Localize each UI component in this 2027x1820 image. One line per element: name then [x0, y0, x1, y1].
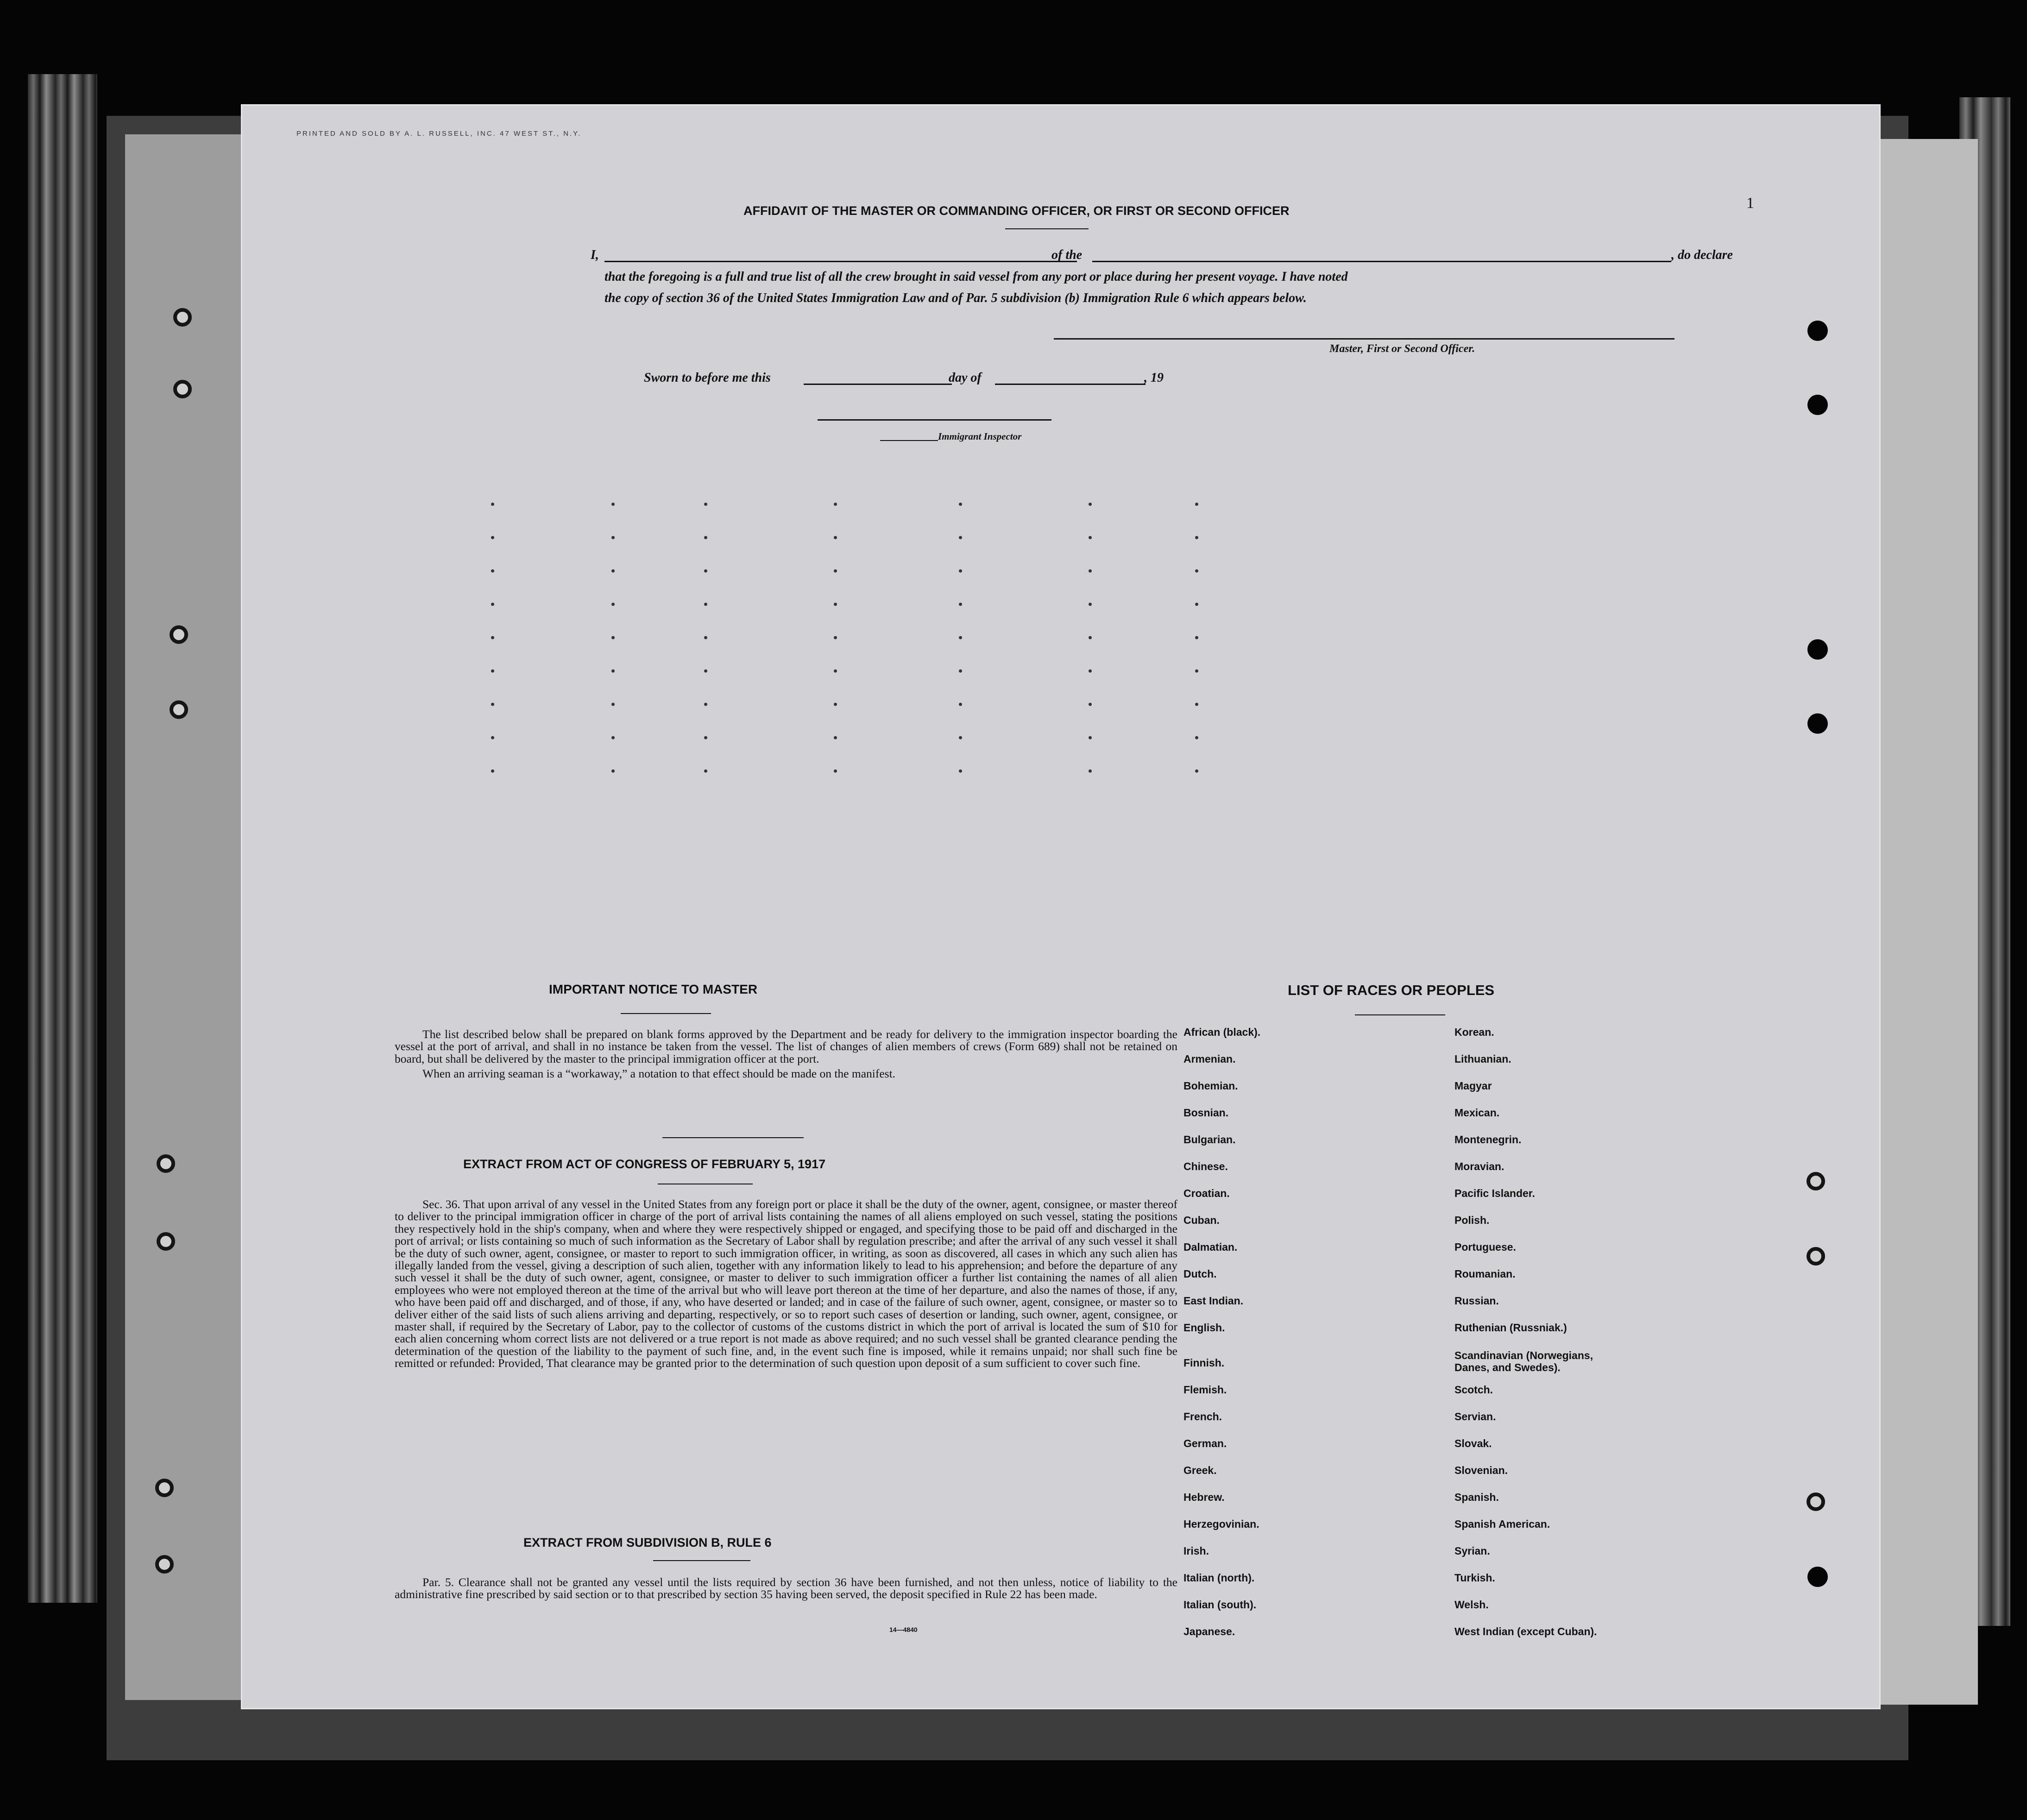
grid-dot — [959, 669, 962, 673]
grid-dot — [491, 703, 494, 706]
grid-dot — [611, 669, 615, 673]
grid-dot — [1195, 569, 1198, 573]
race-item: Armenian. — [1183, 1053, 1236, 1065]
par-5-paragraph: Par. 5. Clearance shall not be granted any vessel until the lists required by section 36 have been furnished, and not then unless, notice of liability to the administrative fine prescribed by said section or to that prescribed by section 35 having been served, the deposit specified in Rule 22 has been made. — [395, 1575, 1177, 1601]
binding-hole — [157, 1232, 175, 1251]
race-item: Bulgarian. — [1183, 1134, 1236, 1146]
race-item: Cuban. — [1183, 1214, 1220, 1226]
race-item: Croatian. — [1183, 1187, 1230, 1199]
race-item: Irish. — [1183, 1545, 1209, 1557]
race-item: Bohemian. — [1183, 1080, 1238, 1092]
affidavit-i: I, — [591, 248, 599, 262]
race-item: Slovak. — [1454, 1437, 1492, 1449]
grid-dot — [834, 569, 837, 573]
section-36-paragraph: Sec. 36. That upon arrival of any vessel in the United States from any foreign port or place it shall be the duty of the owner, agent, consignee, or master thereof to deliver to the principal immigration officer in charge of the port of arrival lists containing the names of all aliens employed on such vessel, stating the positions they respectively hold in the ship's company, when and where they were respectively shipped or engaged, and specifying those to be paid off and discharged in the port of arrival; or lists containing so much of such information as the Secretary of Labor shall by regulation prescribe; and after the arrival of any such vessel it shall be the duty of such owner, agent, consignee, or master to report to such immigration officer, in writing, as soon as discovered, all cases in which any such alien has illegally landed from the vessel, giving a description of such alien, together with any information likely to lead to his apprehension; and before the departure of any such vessel it shall be the duty of such owner, agent, consignee, or master to deliver to such immigration officer a further list containing the names of all alien employees who were not employed thereon at the time of the arrival but who will leave port thereon at the time of her departure, and also the names of those, if any, who have been paid off and discharged, and of those, if any, who have deserted or landed; and in case of the failure of such owner, agent, consignee, or master so to deliver either of the said lists of such aliens arriving and departing, respectively, or so to report such cases of desertion or landing, such owner, agent, consignee, or master shall, if required by the Secretary of Labor, pay to the collector of customs of the customs district in which the port of arrival is located the sum of $10 for each alien concerning whom correct lists are not delivered or a true report is not made as above required; and no such vessel shall be granted clearance pending the determination of the question of the liability to the payment of such fine, and, in the event such fine is imposed, while it remains unpaid; nor shall such fine be remitted or refunded: Provided, That clearance may be granted prior to the determination of such question upon deposit of a sum sufficient to cover such fine. — [395, 1197, 1177, 1370]
notice-end-rule — [662, 1137, 804, 1138]
grid-dot — [1089, 669, 1092, 673]
races-title: LIST OF RACES OR PEOPLES — [1288, 982, 1495, 998]
race-item: Scotch. — [1454, 1384, 1493, 1396]
grid-dot — [1195, 536, 1198, 539]
grid-dot — [1089, 703, 1092, 706]
notice-paragraph-2: When an arriving seaman is a “workaway,” a notation to that effect should be made on the manifest. — [422, 1067, 896, 1081]
binding-hole — [1807, 1247, 1825, 1266]
grid-dot — [1089, 603, 1092, 606]
grid-dot — [704, 636, 707, 639]
grid-dot — [1195, 769, 1198, 773]
grid-dot — [491, 736, 494, 739]
notice-paragraph-1: The list described below shall be prepared on blank forms approved by the Department and be ready for delivery to the immigration inspector boarding the vessel at the port of arrival, and shall in no instance be taken from the vessel. The list of changes of alien members of crews (Form 689) shall not be retained on board, but shall be delivered by the master to the principal immigration officer at the port. — [395, 1027, 1177, 1065]
grid-dot — [959, 703, 962, 706]
race-item: Korean. — [1454, 1026, 1494, 1038]
affidavit-title: AFFIDAVIT OF THE MASTER OR COMMANDING OFFICER, OR FIRST OR SECOND OFFICER — [743, 204, 1290, 218]
race-item: African (black). — [1183, 1026, 1261, 1038]
race-item: Polish. — [1454, 1214, 1490, 1226]
race-item: Dalmatian. — [1183, 1241, 1238, 1253]
inspector-blank — [818, 419, 1051, 421]
grid-dot — [959, 603, 962, 606]
printer-line: PRINTED AND SOLD BY A. L. RUSSELL, INC. 47 WEST ST., N.Y. — [296, 130, 582, 138]
race-item: Chinese. — [1183, 1160, 1228, 1172]
grid-dot — [1089, 503, 1092, 506]
grid-dot — [1195, 703, 1198, 706]
grid-dot — [491, 503, 494, 506]
binding-hole — [1807, 713, 1828, 734]
grid-dot — [704, 536, 707, 539]
grid-dot — [834, 503, 837, 506]
race-item: Welsh. — [1454, 1599, 1489, 1611]
binding-hole — [1807, 321, 1828, 341]
race-item: Greek. — [1183, 1464, 1217, 1476]
sworn-text: Sworn to before me this — [644, 371, 771, 385]
grid-dot — [959, 769, 962, 773]
extract-act-text — [395, 1198, 1177, 1370]
grid-dot — [704, 503, 707, 506]
race-item: Ruthenian (Russniak.) — [1454, 1322, 1567, 1334]
race-item: Roumanian. — [1454, 1268, 1516, 1280]
extract-rule-rule — [653, 1560, 750, 1561]
grid-dot — [611, 636, 615, 639]
name-blank — [604, 261, 1077, 262]
binding-hole — [1807, 1172, 1825, 1190]
notice-title: IMPORTANT NOTICE TO MASTER — [549, 982, 758, 996]
grid-dot — [491, 636, 494, 639]
grid-dot — [1195, 669, 1198, 673]
grid-dot — [834, 703, 837, 706]
binding-hole — [173, 380, 192, 398]
grid-dot — [1089, 736, 1092, 739]
vessel-blank — [1092, 261, 1671, 262]
grid-dot — [491, 769, 494, 773]
grid-dot — [834, 603, 837, 606]
form-number: 14—4840 — [889, 1626, 918, 1633]
race-item: East Indian. — [1183, 1295, 1244, 1307]
day-of-text: day of — [949, 371, 982, 385]
grid-dot — [1195, 603, 1198, 606]
races-rule — [1355, 1014, 1445, 1015]
race-item: English. — [1183, 1322, 1225, 1334]
grid-dot — [834, 669, 837, 673]
signature-blank — [1054, 338, 1674, 340]
document-page — [241, 104, 1881, 1709]
race-item: Magyar — [1454, 1080, 1492, 1092]
extract-act-title: EXTRACT FROM ACT OF CONGRESS OF FEBRUARY 5, 1917 — [463, 1157, 826, 1171]
grid-dot — [959, 569, 962, 573]
grid-dot — [704, 603, 707, 606]
race-item: Japanese. — [1183, 1625, 1235, 1637]
grid-dot — [1089, 536, 1092, 539]
binding-hole — [170, 700, 188, 719]
grid-dot — [611, 503, 615, 506]
race-item: Turkish. — [1454, 1572, 1495, 1584]
race-item: Bosnian. — [1183, 1107, 1229, 1119]
grid-dot — [834, 736, 837, 739]
race-item: Flemish. — [1183, 1384, 1227, 1396]
grid-dot — [1089, 569, 1092, 573]
race-item: Herzegovinian. — [1183, 1518, 1259, 1530]
grid-dot — [834, 769, 837, 773]
grid-dot — [959, 536, 962, 539]
grid-dot — [1195, 503, 1198, 506]
race-item: West Indian (except Cuban). — [1454, 1625, 1597, 1637]
race-item: Finnish. — [1183, 1357, 1225, 1369]
page-number: 1 — [1746, 195, 1754, 212]
grid-dot — [704, 703, 707, 706]
race-item: French. — [1183, 1411, 1222, 1423]
sworn-month-blank — [995, 384, 1146, 385]
grid-dot — [1195, 636, 1198, 639]
race-item: Portuguese. — [1454, 1241, 1516, 1253]
inspector-short-blank — [880, 440, 938, 441]
race-item: Montenegrin. — [1454, 1134, 1522, 1146]
race-item: Syrian. — [1454, 1545, 1490, 1557]
binding-hole — [1807, 639, 1828, 660]
race-item: Spanish. — [1454, 1491, 1499, 1503]
race-item: Spanish American. — [1454, 1518, 1550, 1530]
grid-dot — [704, 569, 707, 573]
race-item: Servian. — [1454, 1411, 1496, 1423]
extract-rule-text — [395, 1576, 1177, 1601]
race-item: German. — [1183, 1437, 1227, 1449]
left-strip — [28, 74, 97, 1603]
sworn-day-blank — [804, 384, 952, 385]
signature-caption: Master, First or Second Officer. — [1329, 343, 1475, 355]
binding-hole — [155, 1479, 174, 1497]
grid-dot — [834, 536, 837, 539]
grid-dot — [611, 703, 615, 706]
race-item: Hebrew. — [1183, 1491, 1225, 1503]
grid-dot — [834, 636, 837, 639]
race-item: Pacific Islander. — [1454, 1187, 1535, 1199]
race-item: Slovenian. — [1454, 1464, 1508, 1476]
grid-dot — [704, 669, 707, 673]
binding-hole — [1807, 1493, 1825, 1511]
binding-hole — [155, 1555, 174, 1574]
binding-hole — [170, 625, 188, 644]
grid-dot — [611, 603, 615, 606]
affidavit-line3: the copy of section 36 of the United States Immigration Law and of Par. 5 subdivision (b) Immigration Rule 6 which appears below. — [604, 291, 1307, 305]
grid-dot — [959, 636, 962, 639]
race-item: Scandinavian (Norwegians, Danes, and Swedes). — [1454, 1349, 1593, 1373]
title-rule — [1005, 228, 1089, 229]
grid-dot — [959, 736, 962, 739]
binding-hole — [173, 308, 192, 327]
notice-text — [395, 1028, 1177, 1080]
inspector-caption: Immigrant Inspector — [938, 431, 1022, 442]
race-item: Russian. — [1454, 1295, 1499, 1307]
grid-dot — [491, 569, 494, 573]
race-item: Lithuanian. — [1454, 1053, 1511, 1065]
underlying-sheet-left — [125, 134, 246, 1700]
grid-dot — [611, 536, 615, 539]
notice-rule — [621, 1013, 711, 1014]
grid-dot — [611, 569, 615, 573]
grid-dot — [704, 769, 707, 773]
grid-dot — [704, 736, 707, 739]
grid-dot — [959, 503, 962, 506]
year-text: , 19 — [1144, 371, 1164, 385]
grid-dot — [1089, 636, 1092, 639]
grid-dot — [491, 603, 494, 606]
grid-dot — [1089, 769, 1092, 773]
grid-dot — [491, 536, 494, 539]
grid-dot — [611, 736, 615, 739]
race-item: Italian (south). — [1183, 1599, 1257, 1611]
race-item: Italian (north). — [1183, 1572, 1255, 1584]
affidavit-declare: , do declare — [1671, 248, 1733, 262]
grid-dot — [611, 769, 615, 773]
binding-hole — [1807, 395, 1828, 415]
race-item: Moravian. — [1454, 1160, 1505, 1172]
affidavit-line2: that the foregoing is a full and true list of all the crew brought in said vessel from any port or place during her present voyage. I have noted — [604, 270, 1348, 284]
race-item: Dutch. — [1183, 1268, 1217, 1280]
binding-hole — [157, 1154, 175, 1173]
binding-hole — [1807, 1567, 1828, 1587]
race-item: Mexican. — [1454, 1107, 1500, 1119]
affidavit-of-the: of the — [1051, 248, 1083, 262]
grid-dot — [1195, 736, 1198, 739]
grid-dot — [491, 669, 494, 673]
extract-rule-title: EXTRACT FROM SUBDIVISION B, RULE 6 — [523, 1536, 772, 1549]
